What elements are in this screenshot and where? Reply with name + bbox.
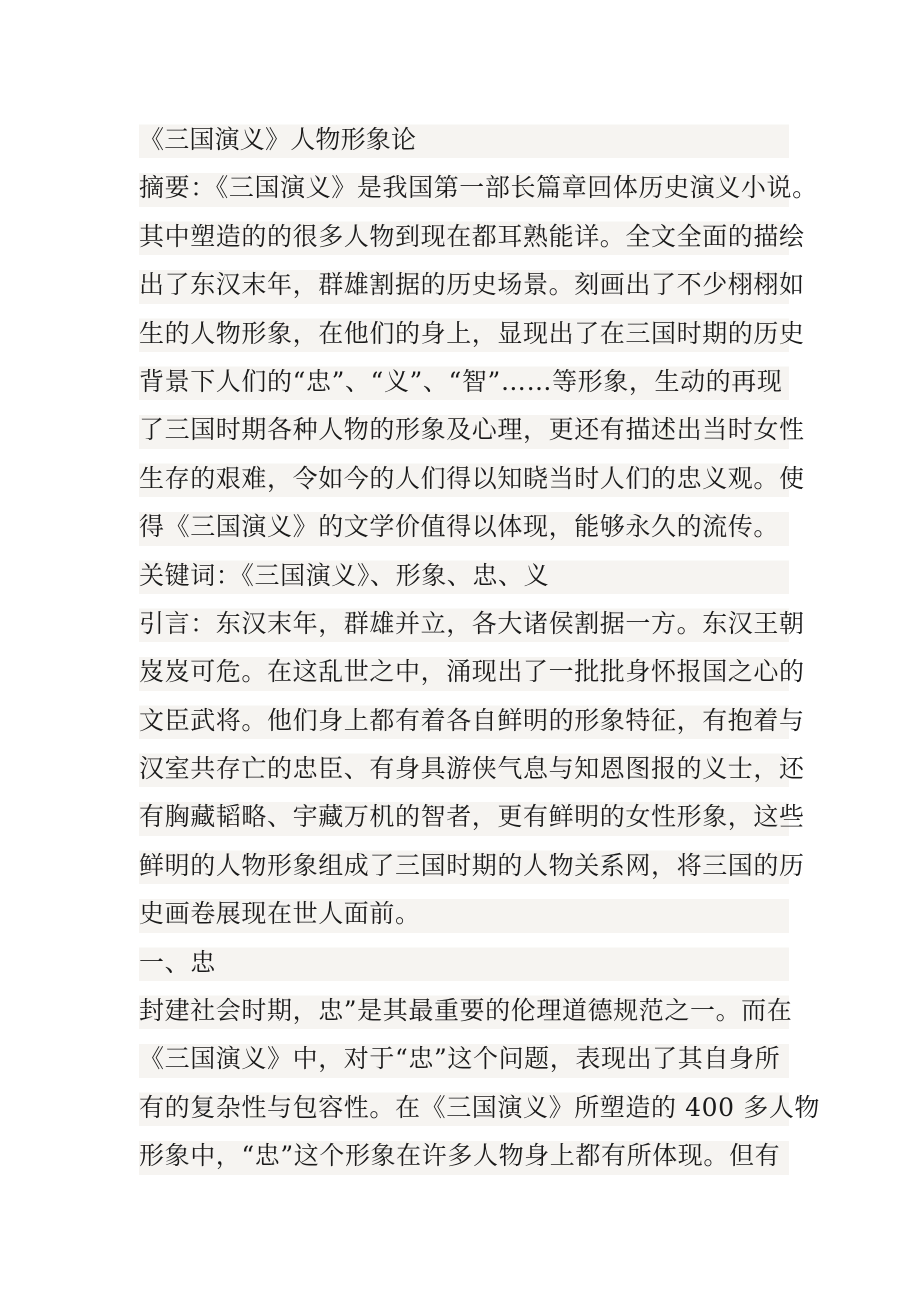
section-line: 有的复杂性与包容性。在《三国演义》所塑造的 400 多人物: [139, 1084, 789, 1132]
abstract-line: 生存的艰难，令如今的人们得以知晓当时人们的忠义观。使: [139, 455, 789, 503]
document-body: [139, 116, 821, 1181]
abstract-line: 出了东汉末年，群雄割据的历史场景。刻画出了不少栩栩如: [139, 261, 789, 309]
abstract-line: 得《三国演义》的文学价值得以体现，能够永久的流传。: [139, 503, 789, 551]
keywords-line: 关键词：《三国演义》、形象、忠、义: [139, 552, 789, 600]
intro-line: 引言：东汉末年，群雄并立，各大诸侯割据一方。东汉王朝: [139, 600, 789, 648]
intro-paragraph: [139, 600, 805, 939]
intro-line: 有胸藏韬略、宇藏万机的智者，更有鲜明的女性形象，这些: [139, 793, 789, 841]
abstract-line: 摘要：《三国演义》是我国第一部长篇章回体历史演义小说。: [139, 164, 789, 212]
abstract-line: 背景下人们的“忠”、“义”、“智”……等形象，生动的再现: [139, 358, 789, 406]
section-line: 封建社会时期，忠”是其最重要的伦理道德规范之一。而在: [139, 987, 789, 1035]
section-line: 形象中，“忠”这个形象在许多人物身上都有所体现。但有: [139, 1132, 789, 1180]
intro-line: 史画卷展现在世人面前。: [139, 890, 789, 938]
abstract-line: 生的人物形象，在他们的身上，显现出了在三国时期的历史: [139, 310, 789, 358]
intro-line: 岌岌可危。在这乱世之中，涌现出了一批批身怀报国之心的: [139, 648, 789, 696]
abstract-line: 其中塑造的的很多人物到现在都耳熟能详。全文全面的描绘: [139, 213, 789, 261]
document-title: 《三国演义》人物形象论: [139, 116, 789, 164]
intro-line: 鲜明的人物形象组成了三国时期的人物关系网，将三国的历: [139, 842, 789, 890]
section-heading: 一、忠: [139, 939, 789, 987]
section-paragraph: [139, 987, 821, 1181]
abstract-paragraph: [139, 164, 818, 551]
intro-line: 文臣武将。他们身上都有着各自鲜明的形象特征，有抱着与: [139, 697, 789, 745]
abstract-line: 了三国时期各种人物的形象及心理，更还有描述出当时女性: [139, 406, 789, 454]
intro-line: 汉室共存亡的忠臣、有身具游侠气息与知恩图报的义士，还: [139, 745, 789, 793]
section-line: 《三国演义》中，对于“忠”这个问题，表现出了其自身所: [139, 1035, 789, 1083]
